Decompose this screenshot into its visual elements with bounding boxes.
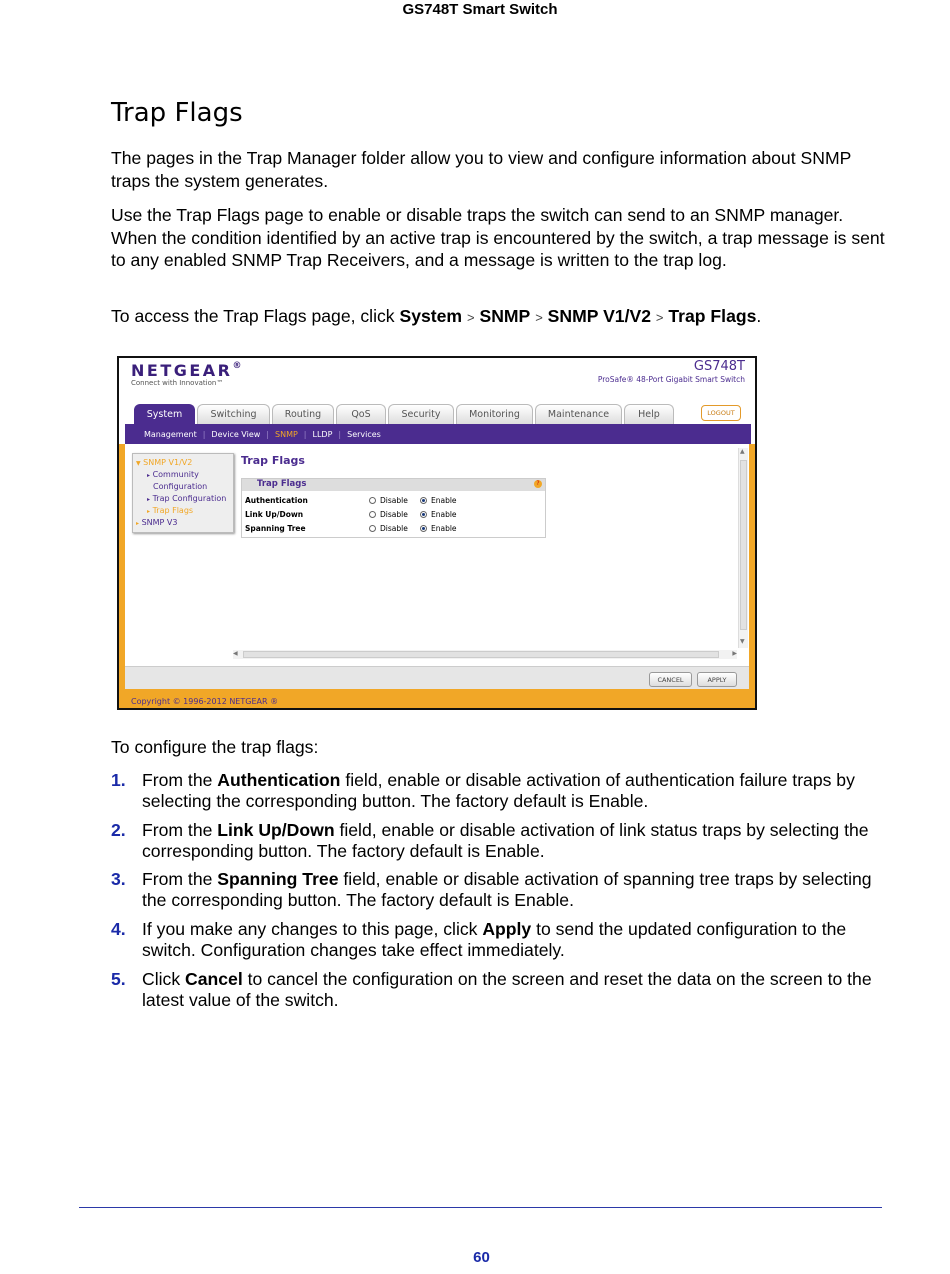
footer-divider: [79, 1207, 882, 1208]
help-icon[interactable]: ?: [534, 480, 542, 488]
scroll-up-icon[interactable]: ▲: [740, 448, 745, 455]
step-number: 3.: [111, 869, 126, 889]
netgear-logo: NETGEAR®: [131, 361, 244, 380]
subnav-management[interactable]: Management: [144, 429, 197, 439]
tab-qos[interactable]: QoS: [336, 404, 386, 424]
step-number: 1.: [111, 770, 126, 790]
panel-title: Trap Flags: [241, 454, 305, 467]
scroll-right-icon[interactable]: ▶: [732, 650, 737, 657]
horizontal-scrollbar[interactable]: [233, 650, 737, 659]
trap-flags-box: [241, 478, 546, 538]
nav-prefix: To access the Trap Flags page, click: [111, 306, 400, 326]
arrow-right-icon: ▸: [147, 496, 151, 503]
scroll-thumb[interactable]: [243, 651, 719, 658]
sidebar-item-trap-flags[interactable]: ▸ Trap Flags: [147, 506, 194, 515]
nav-path-system: System: [399, 306, 463, 326]
radio-link-up-down-enable[interactable]: Enable: [420, 510, 457, 519]
ui-screenshot: [117, 356, 757, 710]
cancel-button[interactable]: CANCEL: [649, 672, 692, 687]
radio-spanning-tree-disable[interactable]: Disable: [369, 524, 408, 533]
copyright: Copyright © 1996-2012 NETGEAR ®: [131, 697, 279, 706]
description-paragraph: Use the Trap Flags page to enable or disable traps the switch can send to an SNMP manager. When the condition identified by an active trap is encountered by the switch, a trap message is sent to any enabled SNMP Trap Receivers, and a message is written to the trap log.: [111, 205, 885, 270]
scroll-thumb[interactable]: [740, 460, 747, 630]
box-title: Trap Flags: [257, 479, 307, 489]
nav-path-trap-flags: Trap Flags: [668, 306, 757, 326]
logout-button[interactable]: LOGOUT: [701, 405, 741, 421]
radio-authentication-enable[interactable]: Enable: [420, 496, 457, 505]
tab-system[interactable]: System: [134, 404, 195, 424]
intro-paragraph: The pages in the Trap Manager folder allow you to view and configure information about SNMP traps the system generates.: [111, 148, 852, 191]
nav-separator: >: [466, 310, 475, 325]
row-spanning-tree: [245, 522, 543, 535]
box-header: [242, 479, 545, 491]
subnav-services[interactable]: Services: [347, 429, 381, 439]
nav-separator: >: [655, 310, 664, 325]
arrow-right-icon: ▸: [136, 520, 140, 527]
model-name: GS748T: [693, 359, 745, 374]
steps-intro: To configure the trap flags:: [111, 737, 319, 757]
tab-monitoring[interactable]: Monitoring: [456, 404, 533, 424]
list-item: 4. If you make any changes to this page, click Apply to send the updated configuration to the switch. Configuration changes take effect immediately.: [111, 919, 847, 960]
apply-button[interactable]: APPLY: [697, 672, 737, 687]
chevron-down-icon: ▼: [136, 460, 141, 467]
radio-authentication-disable[interactable]: Disable: [369, 496, 408, 505]
page-number: 60: [473, 1249, 490, 1266]
nav-path-snmp-v1v2: SNMP V1/V2: [547, 306, 652, 326]
nav-path-snmp: SNMP: [479, 306, 531, 326]
row-label: Link Up/Down: [245, 510, 304, 519]
sidebar-group-snmp-v1v2[interactable]: ▼ SNMP V1/V2: [136, 458, 193, 467]
content-frame: [119, 444, 755, 710]
model-description: ProSafe® 48-Port Gigabit Smart Switch: [597, 375, 745, 384]
row-link-up-down: [245, 508, 543, 521]
section-title: Trap Flags: [111, 98, 243, 128]
button-bar: [125, 666, 749, 689]
navigation-paragraph: [111, 305, 886, 330]
row-authentication: [245, 494, 543, 507]
tab-help[interactable]: Help: [624, 404, 674, 424]
field-name: Link Up/Down: [217, 820, 335, 840]
step-number: 2.: [111, 820, 126, 840]
nav-separator: >: [535, 310, 543, 325]
main-tabs: [134, 404, 676, 424]
arrow-right-icon: ▸: [147, 472, 151, 479]
vertical-scrollbar[interactable]: [738, 448, 748, 648]
field-name: Authentication: [217, 770, 341, 790]
sub-navigation: Management | Device View | SNMP | LLDP | Services: [125, 424, 751, 444]
scroll-down-icon[interactable]: ▼: [740, 638, 745, 645]
tab-switching[interactable]: Switching: [197, 404, 270, 424]
tab-security[interactable]: Security: [388, 404, 454, 424]
sidebar-group-snmp-v3[interactable]: ▸ SNMP V3: [136, 518, 178, 527]
running-header: GS748T Smart Switch: [402, 1, 558, 18]
scroll-left-icon[interactable]: ◀: [233, 650, 238, 657]
subnav-snmp[interactable]: SNMP: [275, 429, 298, 439]
list-item: 3. From the Spanning Tree field, enable or disable activation of spanning tree traps by selecting the corresponding button. The factory default is Enable.: [111, 869, 872, 910]
radio-link-up-down-disable[interactable]: Disable: [369, 510, 408, 519]
list-item: 1. From the Authentication field, enable or disable activation of authentication failure traps by selecting the corresponding button. The factory default is Enable.: [111, 770, 855, 811]
row-label: Authentication: [245, 496, 308, 505]
field-name: Cancel: [185, 969, 243, 989]
sidebar-item-community-configuration-line2[interactable]: Configuration: [153, 482, 208, 491]
step-number: 4.: [111, 919, 126, 939]
field-name: Apply: [482, 919, 532, 939]
subnav-device-view[interactable]: Device View: [211, 429, 261, 439]
field-name: Spanning Tree: [217, 869, 339, 889]
arrow-right-icon: ▸: [147, 508, 151, 515]
list-item: 2. From the Link Up/Down field, enable or disable activation of link status traps by selecting the corresponding button. The factory default is Enable.: [111, 820, 869, 861]
step-number: 5.: [111, 969, 126, 989]
sidebar-item-community-configuration[interactable]: ▸ Community: [147, 470, 199, 479]
row-label: Spanning Tree: [245, 524, 306, 533]
tab-routing[interactable]: Routing: [272, 404, 334, 424]
brand-tagline: Connect with Innovation™: [131, 379, 224, 387]
subnav-lldp[interactable]: LLDP: [312, 429, 333, 439]
tab-maintenance[interactable]: Maintenance: [535, 404, 622, 424]
radio-spanning-tree-enable[interactable]: Enable: [420, 524, 457, 533]
content-area: [125, 444, 749, 688]
list-item: 5. Click Cancel to cancel the configuration on the screen and reset the data on the screen to the latest value of the switch.: [111, 969, 872, 1010]
sidebar-item-trap-configuration[interactable]: ▸ Trap Configuration: [147, 494, 227, 503]
sidebar: [132, 453, 234, 533]
nav-suffix: .: [756, 306, 762, 326]
